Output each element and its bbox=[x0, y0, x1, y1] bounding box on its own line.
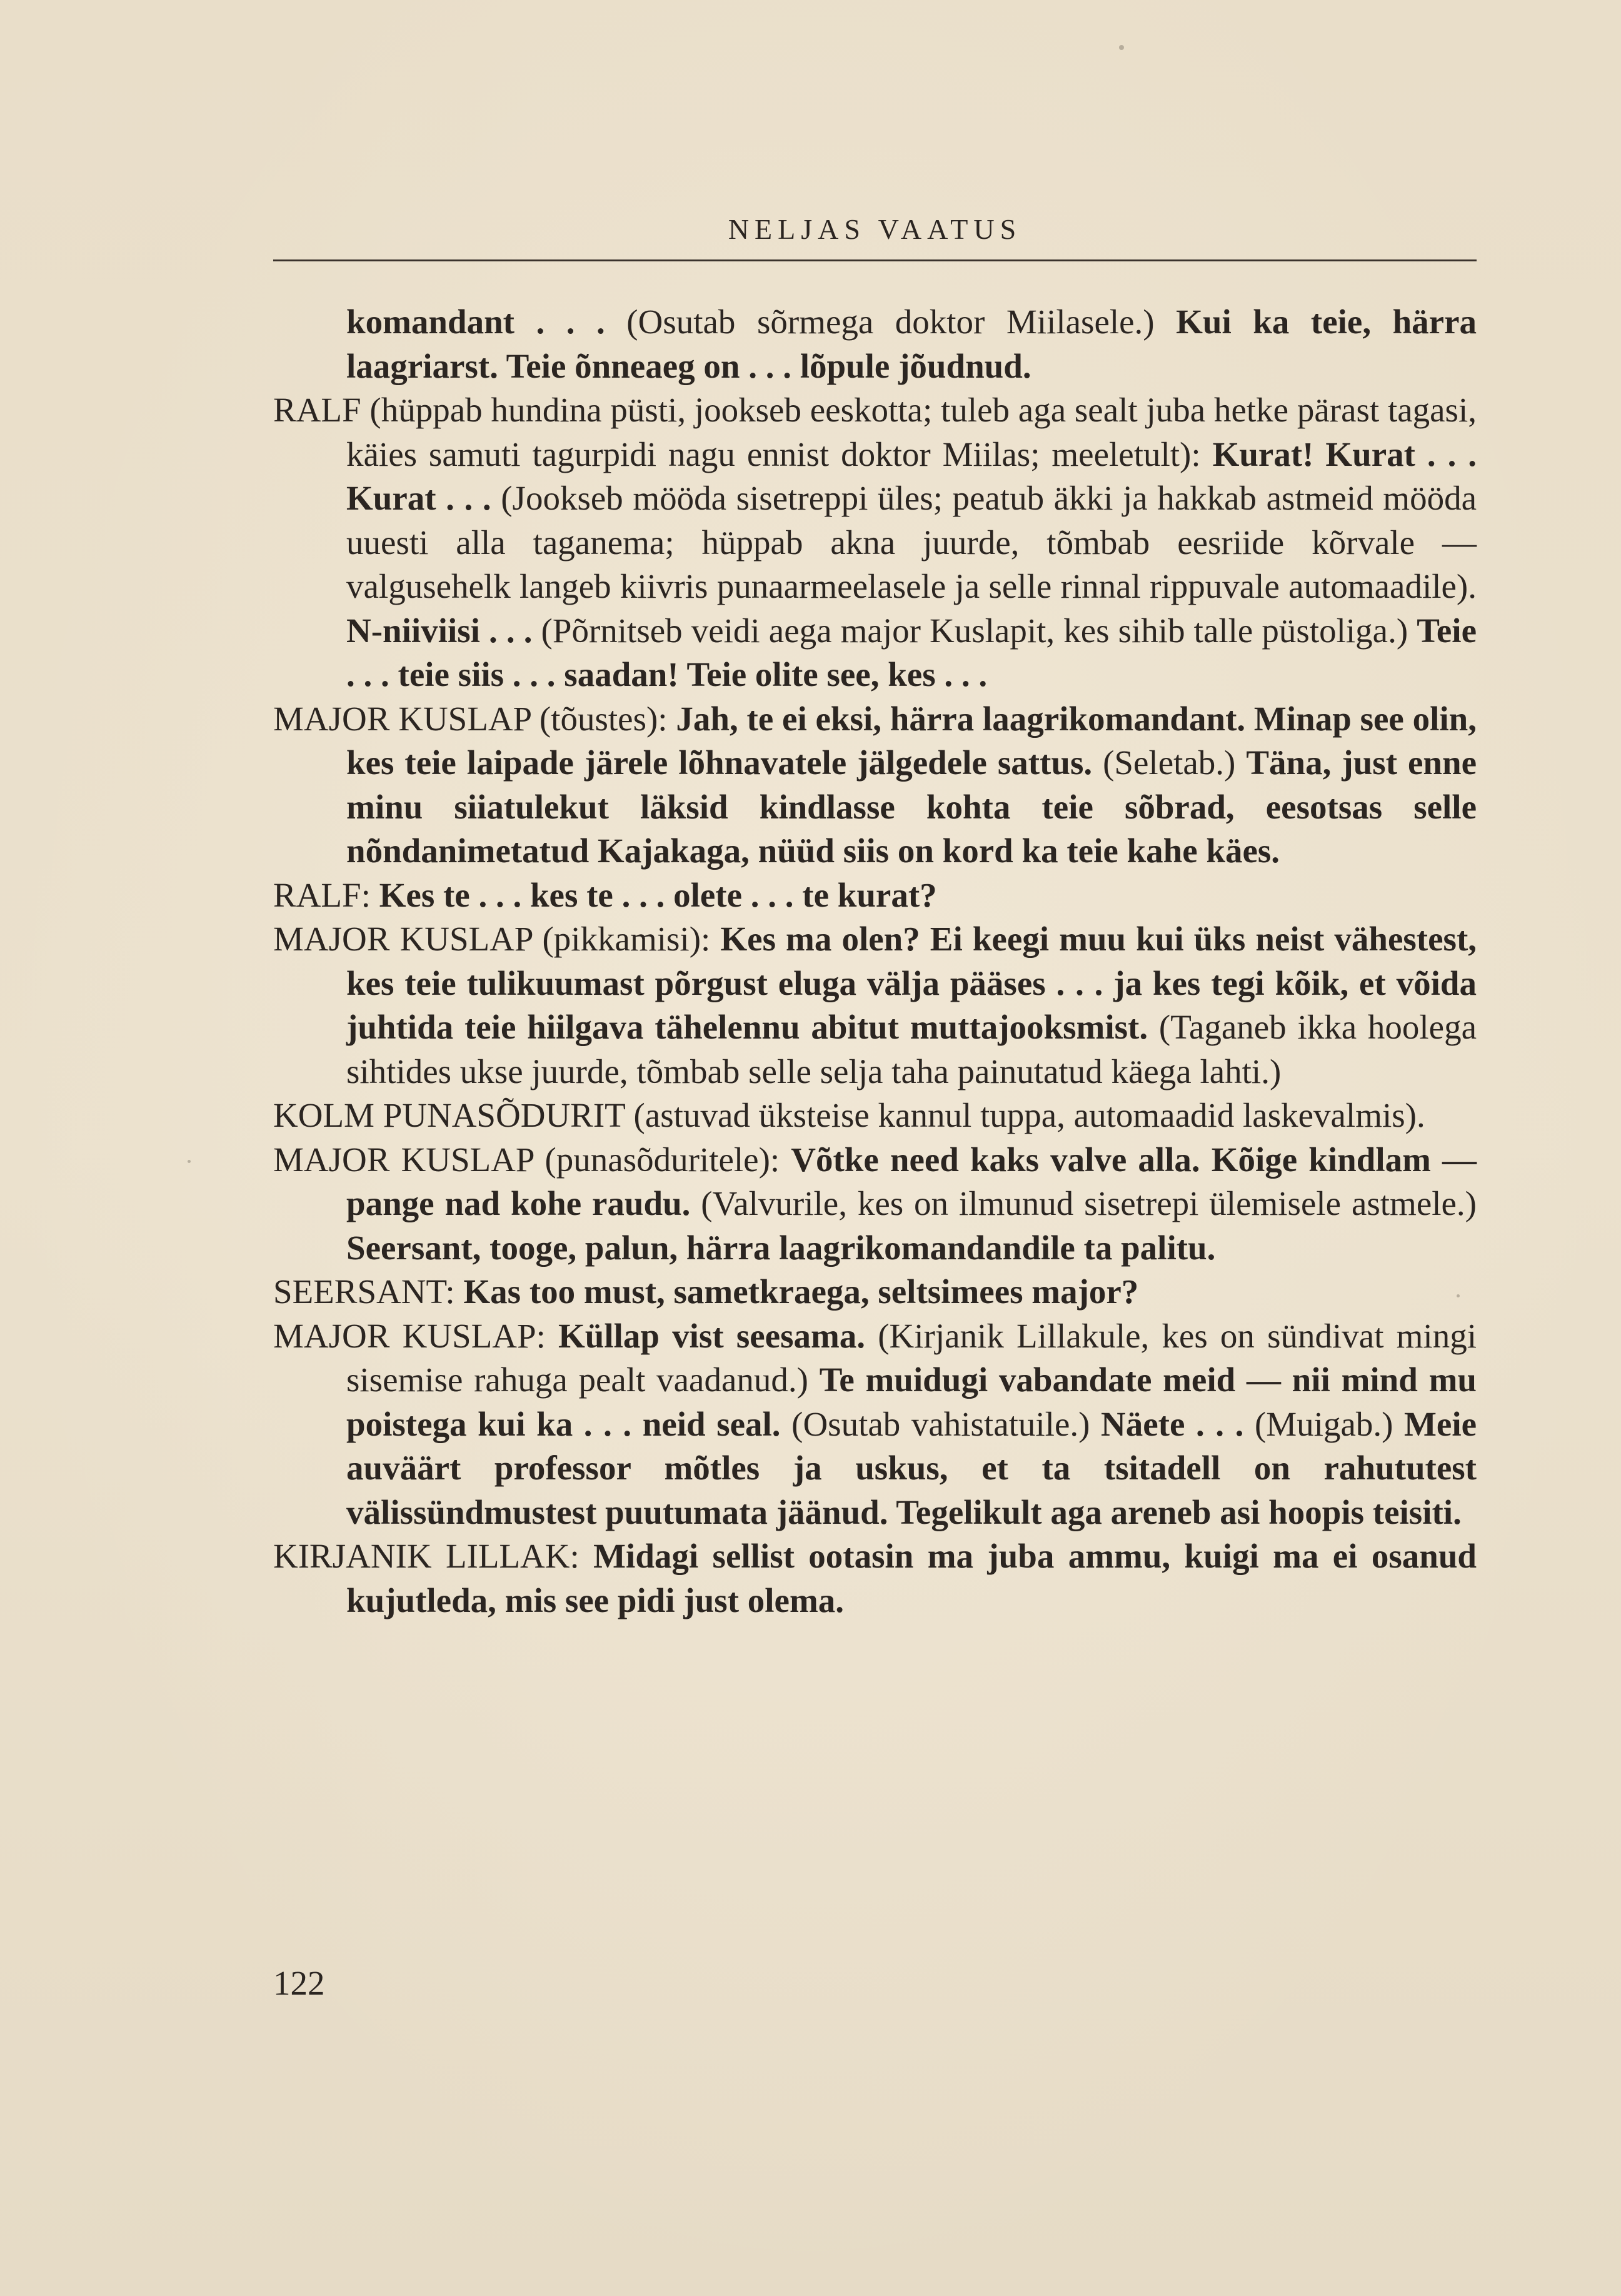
speech-paragraph bbox=[273, 1270, 1477, 1314]
dialogue-text: Jah, te ei eksi, härra laagrikomandant. Minap see olin, kes teie laipade järele lõhnavatele jälgedele sattus. bbox=[346, 699, 1477, 782]
dialogue-text: Kas too must, sametkraega, seltsimees major? bbox=[463, 1272, 1139, 1311]
speech-paragraph bbox=[273, 697, 1477, 874]
stage-direction-text: KIRJANIK LILLAK: bbox=[273, 1537, 594, 1575]
dialogue-text: Kes te . . . kes te . . . olete . . . te kurat? bbox=[379, 875, 937, 914]
stage-direction-text: MAJOR KUSLAP (pikkamisi): bbox=[273, 920, 721, 958]
speech-paragraph bbox=[273, 1314, 1477, 1535]
stage-direction-text: MAJOR KUSLAP (tõustes): bbox=[273, 699, 676, 738]
running-head-title: NELJAS VAATUS bbox=[728, 213, 1022, 245]
dialogue-text: Kui ka teie, härra laagriarst. Teie õnneaeg on . . . lõpule jõudnud. bbox=[346, 303, 1477, 385]
stage-direction-text: (Valvurile, kes on ilmunud sisetrepi ülemisele astmele.) bbox=[701, 1184, 1477, 1222]
page-number: 122 bbox=[273, 1964, 325, 2002]
dialogue-text: komandant . . . bbox=[346, 303, 627, 341]
dialogue-text: Kurat! Kurat . . . Kurat . . . bbox=[346, 435, 1477, 517]
dialogue-text: Küllap vist seesama. bbox=[558, 1316, 878, 1355]
paper-speck bbox=[1119, 45, 1124, 50]
speech-paragraph bbox=[273, 917, 1477, 1094]
stage-direction-text: (Muigab.) bbox=[1254, 1404, 1404, 1443]
dialogue-text: Seersant, tooge, palun, härra laagrikomandandile ta palitu. bbox=[346, 1228, 1216, 1267]
paper-speck bbox=[188, 1160, 191, 1163]
stage-direction-text: (Osutab vahistatuile.) bbox=[791, 1404, 1102, 1443]
stage-direction-text: SEERSANT: bbox=[273, 1272, 464, 1311]
stage-direction-text: MAJOR KUSLAP: bbox=[273, 1316, 558, 1355]
speech-paragraph bbox=[273, 388, 1477, 697]
dialogue-text: Kes ma olen? Ei keegi muu kui üks neist vähestest, kes teie tulikuumast põrgust eluga välja pääses . . . ja kes tegi kõik, et võida juhtida teie hiilgava tähelennu abitut muttajooksmist. bbox=[346, 920, 1477, 1046]
play-text-body bbox=[273, 300, 1477, 1623]
dialogue-text: Midagi sellist ootasin ma juba ammu, kuigi ma ei osanud kujutleda, mis see pidi just olema. bbox=[346, 1537, 1477, 1619]
dialogue-text: N-niiviisi . . . bbox=[346, 611, 541, 650]
speech-paragraph bbox=[273, 1534, 1477, 1623]
stage-direction-text: (Osutab sõrmega doktor Miilasele.) bbox=[626, 303, 1177, 341]
dialogue-text: Näete . . . bbox=[1101, 1404, 1255, 1443]
stage-direction-text: RALF: bbox=[273, 875, 379, 914]
paper-speck bbox=[1457, 1294, 1460, 1297]
header-rule bbox=[273, 259, 1477, 261]
dialogue-text: Võtke need kaks valve alla. Kõige kindlam — pange nad kohe raudu. bbox=[346, 1140, 1477, 1222]
stage-direction-text: RALF (hüppab hundina püsti, jookseb eeskotta; tuleb aga sealt juba hetke pärast tagasi, käies samuti tagurpidi nagu ennist doktor Miilas; meeletult): bbox=[273, 391, 1477, 473]
stage-direction-text: (Taganeb ikka hoolega sihtides ukse juurde, tõmbab selle selja taha painutatud käega lahti.) bbox=[346, 1008, 1477, 1090]
dialogue-text: Meie auväärt professor mõtles ja uskus, et ta tsitadell on rahututest välissündmustest puutumata jäänud. Tegelikult aga areneb asi hoopis teisiti. bbox=[346, 1404, 1477, 1531]
dialogue-text: Täna, just enne minu siiatulekut läksid kindlasse kohta teie sõbrad, eesotsas selle nõndanimetatud Kajakaga, nüüd siis on kord ka teie kahe käes. bbox=[346, 743, 1477, 870]
speech-paragraph bbox=[273, 874, 1477, 918]
speech-paragraph bbox=[273, 1094, 1477, 1138]
dialogue-text: Te muidugi vabandate meid — nii mind mu poistega kui ka . . . neid seal. bbox=[346, 1361, 1477, 1443]
stage-direction-text: (Põrnitseb veidi aega major Kuslapit, kes sihib talle püstoliga.) bbox=[541, 611, 1417, 650]
stage-direction-text: MAJOR KUSLAP (punasõduritele): bbox=[273, 1140, 791, 1179]
stage-direction-text: KOLM PUNASÕDURIT (astuvad üksteise kannul tuppa, automaadid laskevalmis). bbox=[273, 1096, 1425, 1134]
continued-paragraph bbox=[273, 300, 1477, 388]
speech-paragraph bbox=[273, 1138, 1477, 1271]
dialogue-text: Teie . . . teie siis . . . saadan! Teie olite see, kes . . . bbox=[346, 611, 1477, 693]
stage-direction-text: (Seletab.) bbox=[1103, 743, 1247, 782]
stage-direction-text: (Kirjanik Lillakule, kes on sündivat mingi sisemise rahuga pealt vaadanud.) bbox=[346, 1316, 1477, 1399]
stage-direction-text: (Jookseb mööda sisetreppi üles; peatub äkki ja hakkab astmeid mööda uuesti alla taganema; hüppab akna juurde, tõmbab eesriide kõrvale — valgusehelk langeb kiivris punaarmeelasele ja selle rinnal rippuvale automaadile). bbox=[346, 479, 1477, 605]
